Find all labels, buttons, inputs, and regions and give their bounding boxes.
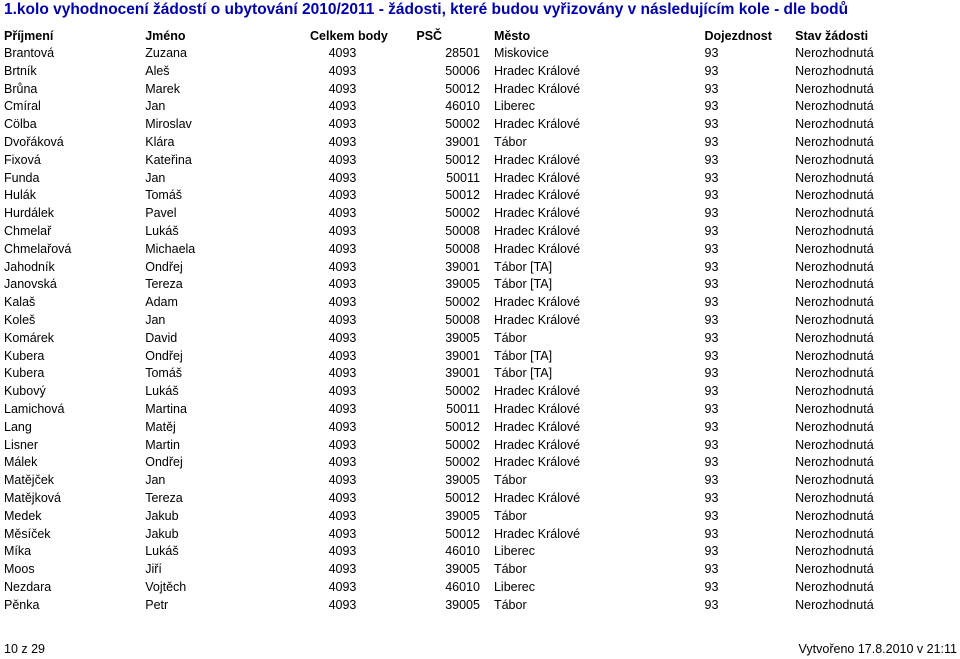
cell-total-points: 4093 bbox=[328, 295, 357, 310]
cell-commute: 93 bbox=[704, 490, 719, 505]
cell-first-name: Jakub bbox=[145, 508, 179, 523]
cell-status: Nerozhodnutá bbox=[795, 295, 874, 310]
cell-first-name: Jan bbox=[145, 312, 166, 327]
cell-commute: 93 bbox=[704, 437, 719, 452]
cell-first-name: David bbox=[145, 330, 178, 345]
cell-surname: Málek bbox=[4, 455, 38, 470]
cell-surname: Jahodník bbox=[4, 259, 55, 274]
cell-first-name: Jiří bbox=[145, 562, 162, 577]
cell-total-points: 4093 bbox=[328, 81, 357, 96]
cell-first-name: Michaela bbox=[145, 241, 196, 256]
cell-surname: Cmíral bbox=[4, 99, 41, 114]
cell-city: Hradec Králové bbox=[493, 206, 581, 221]
cell-city: Tábor [TA] bbox=[493, 277, 553, 292]
cell-status: Nerozhodnutá bbox=[795, 348, 874, 363]
cell-status: Nerozhodnutá bbox=[795, 473, 874, 488]
table-row bbox=[0, 187, 960, 205]
cell-total-points: 4093 bbox=[328, 562, 357, 577]
table-row bbox=[0, 401, 960, 419]
cell-status: Nerozhodnutá bbox=[795, 81, 874, 96]
cell-first-name: Jakub bbox=[145, 526, 179, 541]
cell-postal-code: 50002 bbox=[445, 437, 480, 452]
cell-city: Liberec bbox=[493, 579, 535, 594]
cell-surname: Dvořáková bbox=[4, 134, 64, 149]
cell-total-points: 4093 bbox=[328, 508, 357, 523]
applications-table bbox=[0, 27, 960, 615]
cell-postal-code: 46010 bbox=[445, 579, 480, 594]
cell-total-points: 4093 bbox=[328, 241, 357, 256]
cell-postal-code: 50012 bbox=[445, 526, 480, 541]
cell-first-name: Matěj bbox=[145, 419, 176, 434]
cell-status: Nerozhodnutá bbox=[795, 223, 874, 238]
cell-city: Hradec Králové bbox=[493, 401, 581, 416]
cell-first-name: Ondřej bbox=[145, 455, 183, 470]
cell-commute: 93 bbox=[704, 99, 719, 114]
table-row bbox=[0, 45, 960, 63]
cell-status: Nerozhodnutá bbox=[795, 63, 874, 78]
table-row bbox=[0, 437, 960, 455]
table-row bbox=[0, 294, 960, 312]
cell-surname: Hulák bbox=[4, 188, 36, 203]
cell-commute: 93 bbox=[704, 46, 719, 60]
cell-first-name: Jan bbox=[145, 473, 166, 488]
column-header-first-name: Jméno bbox=[145, 29, 186, 43]
table-row bbox=[0, 472, 960, 490]
table-row bbox=[0, 170, 960, 188]
table-row bbox=[0, 223, 960, 241]
cell-status: Nerozhodnutá bbox=[795, 312, 874, 327]
cell-surname: Funda bbox=[4, 170, 40, 185]
table-header bbox=[0, 27, 960, 45]
table-row bbox=[0, 259, 960, 277]
cell-status: Nerozhodnutá bbox=[795, 401, 874, 416]
cell-city: Tábor [TA] bbox=[493, 366, 553, 381]
cell-city: Hradec Králové bbox=[493, 81, 581, 96]
cell-surname: Lamichová bbox=[4, 401, 65, 416]
cell-total-points: 4093 bbox=[328, 134, 357, 149]
cell-commute: 93 bbox=[704, 597, 719, 612]
cell-status: Nerozhodnutá bbox=[795, 526, 874, 541]
table-row bbox=[0, 490, 960, 508]
cell-commute: 93 bbox=[704, 473, 719, 488]
cell-commute: 93 bbox=[704, 206, 719, 221]
cell-postal-code: 50008 bbox=[445, 312, 480, 327]
cell-first-name: Marek bbox=[145, 81, 180, 96]
cell-total-points: 4093 bbox=[328, 206, 357, 221]
cell-status: Nerozhodnutá bbox=[795, 206, 874, 221]
cell-total-points: 4093 bbox=[328, 401, 357, 416]
cell-postal-code: 50012 bbox=[445, 490, 480, 505]
table-row bbox=[0, 116, 960, 134]
cell-status: Nerozhodnutá bbox=[795, 241, 874, 256]
table-row bbox=[0, 98, 960, 116]
cell-surname: Míka bbox=[4, 544, 32, 559]
cell-postal-code: 39005 bbox=[445, 562, 480, 577]
cell-status: Nerozhodnutá bbox=[795, 508, 874, 523]
cell-city: Tábor bbox=[493, 134, 527, 149]
column-header-status: Stav žádosti bbox=[795, 29, 869, 43]
cell-commute: 93 bbox=[704, 241, 719, 256]
cell-postal-code: 50008 bbox=[445, 241, 480, 256]
cell-commute: 93 bbox=[704, 384, 719, 399]
cell-postal-code: 39001 bbox=[445, 259, 480, 274]
cell-total-points: 4093 bbox=[328, 330, 357, 345]
cell-total-points: 4093 bbox=[328, 490, 357, 505]
cell-city: Hradec Králové bbox=[493, 295, 581, 310]
cell-status: Nerozhodnutá bbox=[795, 366, 874, 381]
column-header-commute: Dojezdnost bbox=[704, 29, 772, 43]
cell-city: Liberec bbox=[493, 544, 535, 559]
cell-commute: 93 bbox=[704, 312, 719, 327]
cell-commute: 93 bbox=[704, 277, 719, 292]
cell-city: Hradec Králové bbox=[493, 455, 581, 470]
cell-commute: 93 bbox=[704, 562, 719, 577]
column-header-surname: Příjmení bbox=[4, 29, 54, 43]
cell-total-points: 4093 bbox=[328, 188, 357, 203]
cell-total-points: 4093 bbox=[328, 117, 357, 132]
cell-surname: Matějček bbox=[4, 473, 55, 488]
cell-first-name: Lukáš bbox=[145, 544, 179, 559]
cell-first-name: Lukáš bbox=[145, 384, 179, 399]
cell-total-points: 4093 bbox=[328, 455, 357, 470]
cell-postal-code: 39005 bbox=[445, 473, 480, 488]
cell-total-points: 4093 bbox=[328, 419, 357, 434]
cell-city: Hradec Králové bbox=[493, 490, 581, 505]
cell-total-points: 4093 bbox=[328, 152, 357, 167]
cell-postal-code: 50002 bbox=[445, 384, 480, 399]
table-row bbox=[0, 276, 960, 294]
cell-first-name: Tereza bbox=[145, 490, 183, 505]
cell-city: Tábor bbox=[493, 597, 527, 612]
cell-total-points: 4093 bbox=[328, 312, 357, 327]
cell-total-points: 4093 bbox=[328, 259, 357, 274]
cell-first-name: Klára bbox=[145, 134, 175, 149]
table-row bbox=[0, 312, 960, 330]
cell-city: Tábor bbox=[493, 473, 527, 488]
cell-postal-code: 50002 bbox=[445, 206, 480, 221]
table-row bbox=[0, 241, 960, 259]
cell-status: Nerozhodnutá bbox=[795, 490, 874, 505]
cell-total-points: 4093 bbox=[328, 597, 357, 612]
page-title: 1.kolo vyhodnocení žádostí o ubytování 2010/2011 - žádosti, které budou vyřizovány v následujícím kole - dle bodů bbox=[4, 1, 849, 18]
cell-surname: Lang bbox=[4, 419, 32, 434]
cell-status: Nerozhodnutá bbox=[795, 99, 874, 114]
cell-city: Hradec Králové bbox=[493, 117, 581, 132]
cell-total-points: 4093 bbox=[328, 277, 357, 292]
column-header-city: Město bbox=[493, 29, 531, 43]
cell-postal-code: 39005 bbox=[445, 597, 480, 612]
cell-commute: 93 bbox=[704, 330, 719, 345]
table-row bbox=[0, 579, 960, 597]
cell-surname: Kubera bbox=[4, 348, 45, 363]
cell-commute: 93 bbox=[704, 223, 719, 238]
cell-postal-code: 39005 bbox=[445, 508, 480, 523]
page-footer bbox=[0, 640, 960, 659]
cell-city: Hradec Králové bbox=[493, 63, 581, 78]
cell-commute: 93 bbox=[704, 348, 719, 363]
cell-status: Nerozhodnutá bbox=[795, 419, 874, 434]
cell-city: Hradec Králové bbox=[493, 384, 581, 399]
cell-commute: 93 bbox=[704, 81, 719, 96]
cell-surname: Cölba bbox=[4, 117, 37, 132]
cell-total-points: 4093 bbox=[328, 579, 357, 594]
cell-postal-code: 50008 bbox=[445, 223, 480, 238]
cell-commute: 93 bbox=[704, 188, 719, 203]
cell-surname: Medek bbox=[4, 508, 42, 523]
cell-surname: Kubera bbox=[4, 366, 45, 381]
cell-total-points: 4093 bbox=[328, 526, 357, 541]
cell-first-name: Martin bbox=[145, 437, 180, 452]
table-row bbox=[0, 134, 960, 152]
cell-surname: Fixová bbox=[4, 152, 41, 167]
cell-city: Tábor bbox=[493, 508, 527, 523]
cell-surname: Kubový bbox=[4, 384, 46, 399]
table-row bbox=[0, 561, 960, 579]
cell-first-name: Tomáš bbox=[145, 366, 183, 381]
cell-postal-code: 39001 bbox=[445, 348, 480, 363]
cell-total-points: 4093 bbox=[328, 366, 357, 381]
cell-commute: 93 bbox=[704, 63, 719, 78]
cell-surname: Matějková bbox=[4, 490, 61, 505]
table-row bbox=[0, 419, 960, 437]
table-row bbox=[0, 526, 960, 544]
cell-status: Nerozhodnutá bbox=[795, 152, 874, 167]
cell-status: Nerozhodnutá bbox=[795, 579, 874, 594]
column-header-postal-code: PSČ bbox=[416, 29, 443, 43]
cell-total-points: 4093 bbox=[328, 384, 357, 399]
cell-postal-code: 39005 bbox=[445, 330, 480, 345]
header-row bbox=[0, 27, 960, 45]
cell-status: Nerozhodnutá bbox=[795, 562, 874, 577]
cell-city: Hradec Králové bbox=[493, 223, 581, 238]
cell-first-name: Jan bbox=[145, 99, 166, 114]
cell-first-name: Petr bbox=[145, 597, 169, 612]
cell-postal-code: 50006 bbox=[445, 63, 480, 78]
cell-surname: Janovská bbox=[4, 277, 57, 292]
cell-city: Hradec Králové bbox=[493, 188, 581, 203]
cell-status: Nerozhodnutá bbox=[795, 437, 874, 452]
cell-city: Tábor [TA] bbox=[493, 259, 553, 274]
cell-postal-code: 50012 bbox=[445, 152, 480, 167]
table-row bbox=[0, 597, 960, 615]
cell-commute: 93 bbox=[704, 455, 719, 470]
cell-total-points: 4093 bbox=[328, 223, 357, 238]
cell-surname: Komárek bbox=[4, 330, 55, 345]
cell-commute: 93 bbox=[704, 170, 719, 185]
cell-postal-code: 39001 bbox=[445, 134, 480, 149]
cell-status: Nerozhodnutá bbox=[795, 170, 874, 185]
cell-city: Hradec Králové bbox=[493, 170, 581, 185]
page-number: 10 z 29 bbox=[4, 642, 46, 656]
cell-first-name: Tereza bbox=[145, 277, 183, 292]
cell-city: Liberec bbox=[493, 99, 535, 114]
cell-surname: Brůna bbox=[4, 81, 38, 96]
table-row bbox=[0, 383, 960, 401]
cell-surname: Kalaš bbox=[4, 295, 36, 310]
table-row bbox=[0, 205, 960, 223]
cell-surname: Chmelařová bbox=[4, 241, 72, 256]
cell-postal-code: 50011 bbox=[446, 170, 480, 185]
cell-commute: 93 bbox=[704, 419, 719, 434]
cell-total-points: 4093 bbox=[328, 473, 357, 488]
table-row bbox=[0, 330, 960, 348]
cell-total-points: 4093 bbox=[328, 348, 357, 363]
cell-first-name: Jan bbox=[145, 170, 166, 185]
cell-first-name: Martina bbox=[145, 401, 187, 416]
cell-commute: 93 bbox=[704, 544, 719, 559]
cell-first-name: Aleš bbox=[145, 63, 170, 78]
cell-city: Tábor bbox=[493, 562, 527, 577]
cell-status: Nerozhodnutá bbox=[795, 330, 874, 345]
cell-first-name: Vojtěch bbox=[145, 579, 187, 594]
cell-city: Hradec Králové bbox=[493, 241, 581, 256]
cell-first-name: Pavel bbox=[145, 206, 177, 221]
created-timestamp: Vytvořeno 17.8.2010 v 21:11 bbox=[798, 642, 957, 656]
cell-first-name: Zuzana bbox=[145, 46, 187, 60]
cell-status: Nerozhodnutá bbox=[795, 384, 874, 399]
cell-surname: Koleš bbox=[4, 312, 36, 327]
cell-status: Nerozhodnutá bbox=[795, 46, 874, 60]
cell-surname: Brtník bbox=[4, 63, 37, 78]
cell-first-name: Miroslav bbox=[145, 117, 192, 132]
cell-postal-code: 50012 bbox=[445, 188, 480, 203]
cell-surname: Hurdálek bbox=[4, 206, 55, 221]
cell-postal-code: 39005 bbox=[445, 277, 480, 292]
cell-surname: Měsíček bbox=[4, 526, 51, 541]
cell-first-name: Ondřej bbox=[145, 348, 183, 363]
cell-city: Hradec Králové bbox=[493, 437, 581, 452]
cell-status: Nerozhodnutá bbox=[795, 259, 874, 274]
cell-commute: 93 bbox=[704, 401, 719, 416]
cell-surname: Brantová bbox=[4, 46, 55, 60]
cell-surname: Chmelař bbox=[4, 223, 52, 238]
table-row bbox=[0, 152, 960, 170]
cell-total-points: 4093 bbox=[328, 63, 357, 78]
cell-status: Nerozhodnutá bbox=[795, 455, 874, 470]
cell-status: Nerozhodnutá bbox=[795, 544, 874, 559]
table-row bbox=[0, 63, 960, 81]
cell-first-name: Lukáš bbox=[145, 223, 179, 238]
cell-status: Nerozhodnutá bbox=[795, 597, 874, 612]
cell-surname: Pěnka bbox=[4, 597, 40, 612]
cell-total-points: 4093 bbox=[328, 99, 357, 114]
cell-city: Tábor [TA] bbox=[493, 348, 553, 363]
cell-surname: Moos bbox=[4, 562, 35, 577]
cell-total-points: 4093 bbox=[328, 437, 357, 452]
cell-status: Nerozhodnutá bbox=[795, 134, 874, 149]
cell-total-points: 4093 bbox=[328, 46, 357, 60]
table-row bbox=[0, 81, 960, 99]
table-body bbox=[0, 45, 960, 615]
cell-city: Hradec Králové bbox=[493, 152, 581, 167]
column-header-total-points: Celkem body bbox=[310, 29, 388, 43]
cell-postal-code: 28501 bbox=[445, 46, 480, 60]
cell-total-points: 4093 bbox=[328, 170, 357, 185]
cell-postal-code: 50011 bbox=[446, 401, 480, 416]
cell-first-name: Adam bbox=[145, 295, 178, 310]
cell-status: Nerozhodnutá bbox=[795, 188, 874, 203]
cell-commute: 93 bbox=[704, 259, 719, 274]
cell-commute: 93 bbox=[704, 508, 719, 523]
cell-city: Hradec Králové bbox=[493, 526, 581, 541]
cell-commute: 93 bbox=[704, 526, 719, 541]
cell-first-name: Ondřej bbox=[145, 259, 183, 274]
table-row bbox=[0, 508, 960, 526]
cell-commute: 93 bbox=[704, 152, 719, 167]
cell-commute: 93 bbox=[704, 117, 719, 132]
cell-first-name: Kateřina bbox=[145, 152, 192, 167]
cell-postal-code: 46010 bbox=[445, 544, 480, 559]
cell-surname: Lisner bbox=[4, 437, 39, 452]
cell-status: Nerozhodnutá bbox=[795, 117, 874, 132]
cell-total-points: 4093 bbox=[328, 544, 357, 559]
cell-city: Hradec Králové bbox=[493, 312, 581, 327]
cell-postal-code: 46010 bbox=[445, 99, 480, 114]
cell-postal-code: 39001 bbox=[445, 366, 480, 381]
cell-surname: Nezdara bbox=[4, 579, 52, 594]
table-row bbox=[0, 454, 960, 472]
cell-commute: 93 bbox=[704, 579, 719, 594]
cell-postal-code: 50002 bbox=[445, 117, 480, 132]
table-row bbox=[0, 348, 960, 366]
cell-city: Tábor bbox=[493, 330, 527, 345]
cell-status: Nerozhodnutá bbox=[795, 277, 874, 292]
cell-postal-code: 50012 bbox=[445, 419, 480, 434]
cell-city: Miskovice bbox=[493, 46, 549, 60]
cell-first-name: Tomáš bbox=[145, 188, 183, 203]
cell-postal-code: 50012 bbox=[445, 81, 480, 96]
table-row bbox=[0, 365, 960, 383]
cell-city: Hradec Králové bbox=[493, 419, 581, 434]
cell-postal-code: 50002 bbox=[445, 295, 480, 310]
cell-commute: 93 bbox=[704, 134, 719, 149]
cell-commute: 93 bbox=[704, 295, 719, 310]
cell-postal-code: 50002 bbox=[445, 455, 480, 470]
table-row bbox=[0, 543, 960, 561]
cell-commute: 93 bbox=[704, 366, 719, 381]
